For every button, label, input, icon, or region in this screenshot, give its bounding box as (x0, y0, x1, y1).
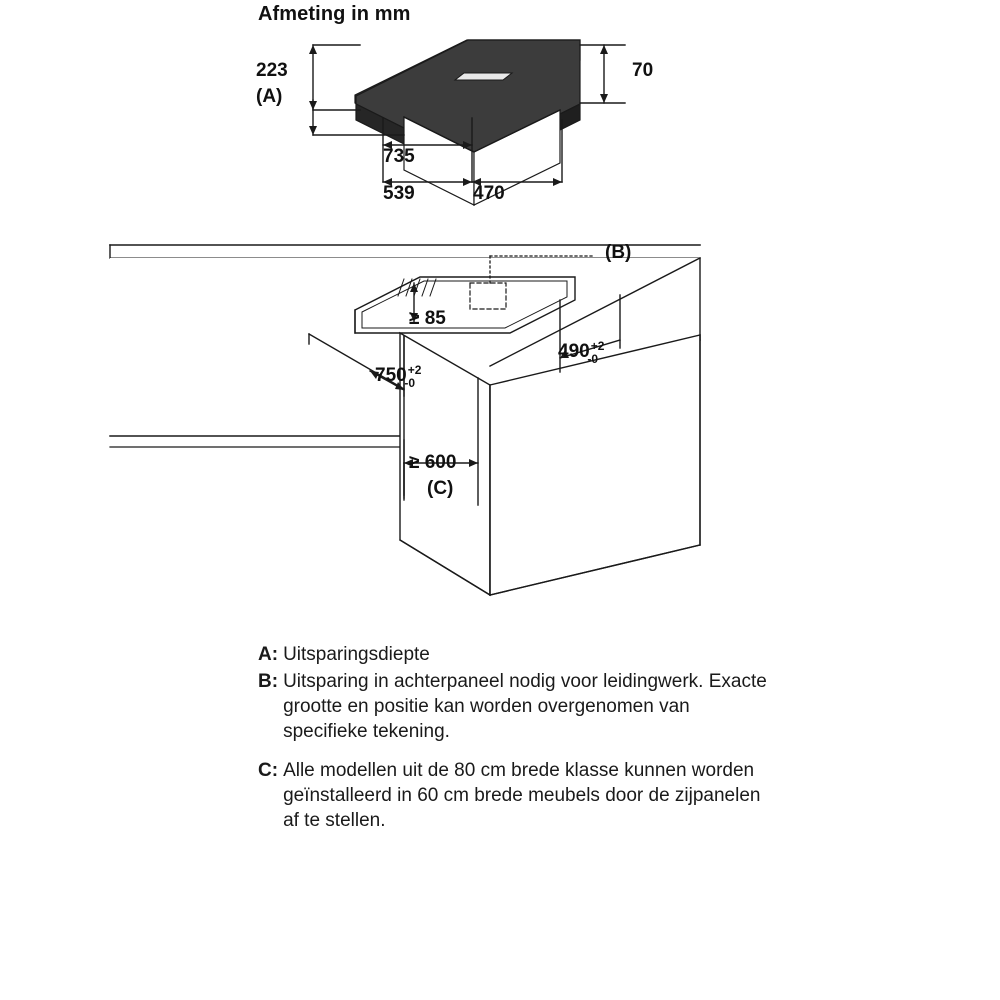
arrow-70-bottom (600, 94, 608, 103)
legend-key-c: C: (258, 760, 279, 781)
dim-490-sub: -0 (587, 352, 599, 366)
dim-label-750 (375, 363, 427, 390)
dim-label-490 (558, 339, 610, 366)
page-title: Afmeting in mm (258, 3, 411, 25)
dim-490-sup: +2 (590, 339, 605, 353)
dim-750-value: 750 (375, 365, 407, 386)
legend-text-b: Uitsparing in achterpaneel nodig voor leidingwerk. Exacte grootte en positie kan worden overgenomen van specifieke tekening. (283, 671, 767, 742)
arrow-470-right (553, 178, 562, 186)
arrow-a (309, 126, 317, 135)
arrow-70-top (600, 45, 608, 54)
dim-label-a: (A) (256, 86, 283, 107)
dim-490-value: 490 (558, 341, 590, 362)
legend-key-a: A: (258, 644, 279, 665)
legend-spacer (258, 746, 778, 758)
dim-label-70: 70 (632, 60, 654, 81)
dim-750-sub: -0 (404, 376, 416, 390)
dim-750-sup: +2 (407, 363, 422, 377)
dim-label-600: ≥ 600 (409, 452, 457, 473)
legend (258, 642, 778, 835)
legend-row-c (258, 758, 778, 833)
legend-text-c: Alle modellen uit de 80 cm brede klasse kunnen worden geïnstalleerd in 60 cm brede meubels door de zijpanelen af te stellen. (283, 760, 761, 831)
arrow-223-top (309, 45, 317, 54)
dim-label-539: 539 (383, 183, 415, 204)
dim-label-223: 223 (256, 60, 288, 81)
dim-label-470: 470 (473, 183, 505, 204)
dim-label-735: 735 (383, 146, 415, 167)
dim-label-c: (C) (427, 478, 454, 499)
dim-label-85: ≥ 85 (409, 308, 446, 329)
ventilation-slot (455, 73, 512, 80)
legend-text-a: Uitsparingsdiepte (283, 644, 430, 665)
legend-row-b (258, 669, 778, 744)
dim-label-b: (B) (605, 242, 632, 263)
legend-key-b: B: (258, 671, 279, 692)
legend-row-a (258, 642, 778, 667)
